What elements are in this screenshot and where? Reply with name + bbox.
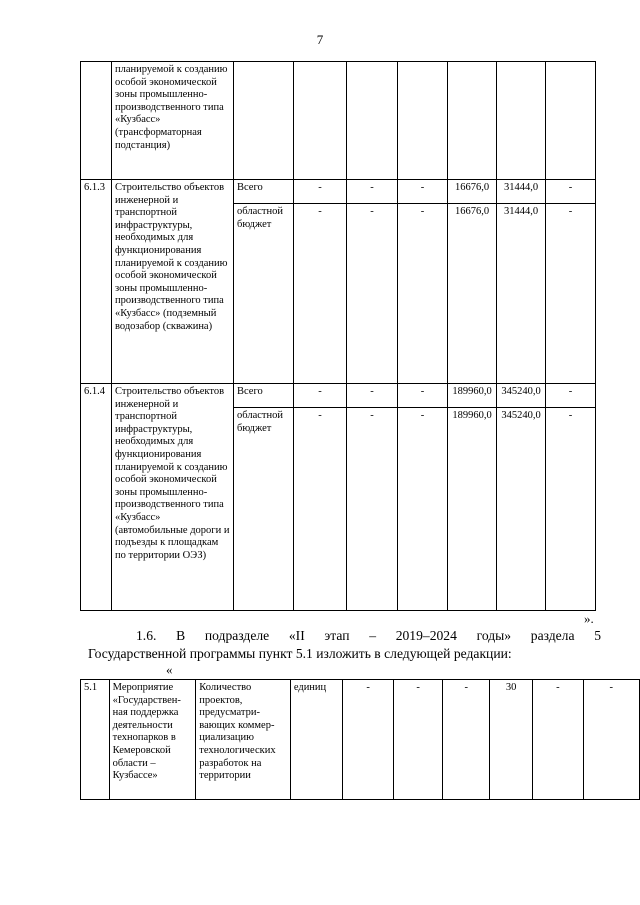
value-cell: - [398,384,448,408]
indicator-name: Количество проектов, предусматри-вающих коммер-циализацию технологических разработок на территории [196,680,291,800]
indicator-table [80,679,640,800]
value-cell: 189960,0 [448,384,497,408]
row-number: 6.1.3 [81,180,112,384]
funding-source: Всего [234,180,294,204]
table-row [81,384,596,408]
value-cell: 16676,0 [448,204,497,384]
paragraph-line-1: 1.6. В подразделе «II этап – 2019–2024 годы» раздела 5 [136,628,601,643]
table-row [81,180,596,204]
value-cell: - [546,408,596,611]
value-cell: - [294,180,347,204]
funding-table [80,61,596,611]
value-cell: 345240,0 [497,384,546,408]
page-number: 7 [316,32,324,47]
measure-name: Строительство объектов инженерной и транспортной инфраструктуры, необходимых для функционирования планируемой к созданию особой экономической зоны промышленно-производственного типа «Кузбасс» (подземный водозабор (скважина) [112,180,234,384]
value-cell: - [347,204,398,384]
value-cell: 16676,0 [448,180,497,204]
row-number: 5.1 [81,680,110,800]
value-cell: - [343,680,394,800]
funding-source: Всего [234,384,294,408]
value-cell: - [347,408,398,611]
value-cell: - [443,680,490,800]
table-row [81,62,596,180]
value-cell: - [398,204,448,384]
funding-source: областной бюджет [234,408,294,611]
value-cell: - [294,384,347,408]
unit-cell: единиц [290,680,343,800]
value-cell: - [533,680,584,800]
measure-name: планируемой к созданию особой экономической зоны промышленно-производственного типа «Кузбасс» (трансформаторная подстанция) [112,62,234,180]
value-cell: - [347,384,398,408]
opening-quote: « [166,662,173,677]
value-cell: - [546,384,596,408]
value-cell: - [398,408,448,611]
value-cell: - [583,680,639,800]
value-cell: 31444,0 [497,204,546,384]
table-row [81,680,640,800]
value-cell: - [393,680,443,800]
funding-source: областной бюджет [234,204,294,384]
value-cell: 31444,0 [497,180,546,204]
value-cell: - [347,180,398,204]
value-cell: - [398,180,448,204]
value-cell: - [546,204,596,384]
value-cell: - [546,180,596,204]
measure-name: Мероприятие «Государствен-ная поддержка деятельности технопарков в Кемеровской области – Кузбассе» [109,680,196,800]
closing-quote: ». [584,611,594,626]
measure-name: Строительство объектов инженерной и транспортной инфраструктуры, необходимых для функционирования планируемой к созданию особой экономической зоны промышленно-производственного типа «Кузбасс» (автомобильные дороги и подъезды к площадкам по территории ОЭЗ) [112,384,234,611]
row-number: 6.1.4 [81,384,112,611]
value-cell: 345240,0 [497,408,546,611]
paragraph-line-2: Государственной программы пункт 5.1 изложить в следующей редакции: [88,646,512,661]
row-number [81,62,112,180]
value-cell: 189960,0 [448,408,497,611]
value-cell: - [294,408,347,611]
value-cell: - [294,204,347,384]
value-cell: 30 [490,680,533,800]
